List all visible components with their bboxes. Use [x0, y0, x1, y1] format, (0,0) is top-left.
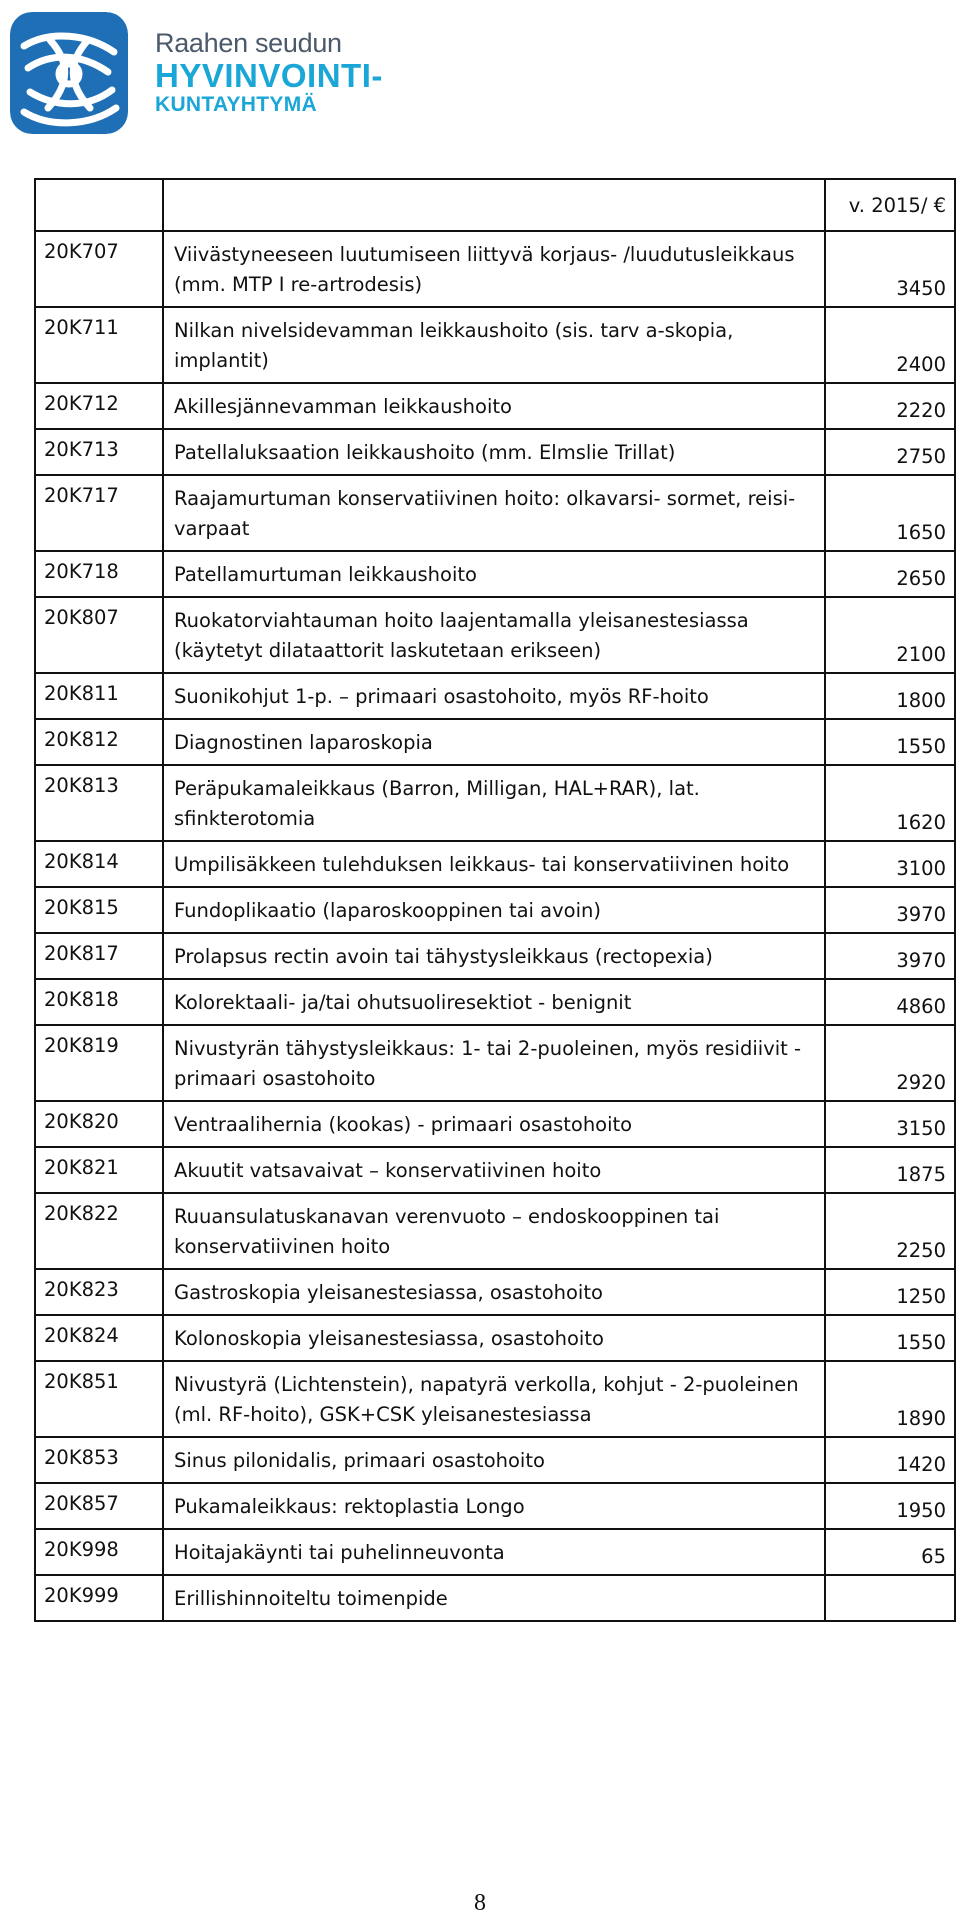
- procedure-price: 1950: [825, 1483, 955, 1529]
- procedure-code: 20K814: [35, 841, 163, 887]
- procedure-description-text: Sinus pilonidalis, primaari osastohoito: [174, 1449, 545, 1472]
- procedure-description-text: Patellaluksaation leikkaushoito (mm. Elmslie Trillat): [174, 441, 676, 464]
- procedure-code: 20K998: [35, 1529, 163, 1575]
- table-row: [35, 1483, 955, 1529]
- procedure-description-text: Prolapsus rectin avoin tai tähystysleikkaus (rectopexia): [174, 945, 713, 968]
- procedure-code: 20K812: [35, 719, 163, 765]
- procedure-description: [163, 551, 825, 597]
- procedure-price: 65: [825, 1529, 955, 1575]
- price-table-body: [35, 179, 955, 1621]
- procedure-description-text: Viivästyneeseen luutumiseen liittyvä korjaus- /luudutusleikkaus (mm. MTP I re-artrodesis): [174, 243, 795, 296]
- procedure-description-text: Peräpukamaleikkaus (Barron, Milligan, HAL+RAR), lat. sfinkterotomia: [174, 777, 700, 830]
- procedure-code: 20K824: [35, 1315, 163, 1361]
- procedure-description-text: Kolorektaali- ja/tai ohutsuoliresektiot - benignit: [174, 991, 632, 1014]
- procedure-price: 1875: [825, 1147, 955, 1193]
- procedure-description: [163, 1025, 825, 1101]
- procedure-description-text: Patellamurtuman leikkaushoito: [174, 563, 477, 586]
- procedure-code: 20K711: [35, 307, 163, 383]
- procedure-description-text: Kolonoskopia yleisanestesiassa, osastohoito: [174, 1327, 604, 1350]
- table-row: [35, 1147, 955, 1193]
- table-row: [35, 383, 955, 429]
- procedure-price: 2400: [825, 307, 955, 383]
- procedure-description: [163, 307, 825, 383]
- procedure-description-text: Nivustyrän tähystysleikkaus: 1- tai 2-puoleinen, myös residiivit - primaari osastohoito: [174, 1037, 802, 1090]
- procedure-price: 2100: [825, 597, 955, 673]
- page-number: 8: [474, 1890, 486, 1916]
- logo-organization-name: HYVINVOINTI-: [155, 57, 383, 94]
- procedure-description: [163, 841, 825, 887]
- procedure-description: [163, 673, 825, 719]
- procedure-description-text: Nivustyrä (Lichtenstein), napatyrä verkolla, kohjut - 2-puoleinen (ml. RF-hoito), GSK+CSK yleisanestesiassa: [174, 1373, 799, 1426]
- procedure-price: 2920: [825, 1025, 955, 1101]
- procedure-description: [163, 429, 825, 475]
- table-row: [35, 1101, 955, 1147]
- procedure-description-text: Umpilisäkkeen tulehduksen leikkaus- tai konservatiivinen hoito: [174, 853, 790, 876]
- procedure-price: 1550: [825, 719, 955, 765]
- procedure-price: 2250: [825, 1193, 955, 1269]
- procedure-price: 3100: [825, 841, 955, 887]
- procedure-description: [163, 1315, 825, 1361]
- procedure-description: [163, 231, 825, 307]
- table-row: [35, 475, 955, 551]
- procedure-description: [163, 979, 825, 1025]
- procedure-price: 1650: [825, 475, 955, 551]
- procedure-price: 3150: [825, 1101, 955, 1147]
- table-row: [35, 719, 955, 765]
- procedure-code: 20K999: [35, 1575, 163, 1621]
- table-row: [35, 841, 955, 887]
- procedure-description: [163, 1483, 825, 1529]
- table-row: [35, 429, 955, 475]
- year-price-header: v. 2015/ €: [825, 179, 955, 231]
- table-row: [35, 231, 955, 307]
- procedure-description-text: Fundoplikaatio (laparoskooppinen tai avoin): [174, 899, 601, 922]
- procedure-description: [163, 1269, 825, 1315]
- table-row: [35, 1437, 955, 1483]
- logo-region-name: Raahen seudun: [155, 28, 342, 58]
- procedure-price-table: [34, 178, 956, 1622]
- procedure-description-text: Suonikohjut 1-p. – primaari osastohoito, myös RF-hoito: [174, 685, 709, 708]
- table-row: [35, 597, 955, 673]
- procedure-code: 20K853: [35, 1437, 163, 1483]
- procedure-description: [163, 1101, 825, 1147]
- procedure-code: 20K851: [35, 1361, 163, 1437]
- procedure-description: [163, 1575, 825, 1621]
- procedure-description-text: Nilkan nivelsidevamman leikkaushoito (sis. tarv a-skopia, implantit): [174, 319, 734, 372]
- table-row: [35, 933, 955, 979]
- knot-logo-icon: [10, 12, 128, 134]
- procedure-code: 20K819: [35, 1025, 163, 1101]
- procedure-price: 1620: [825, 765, 955, 841]
- knot-logo-graphic: [10, 12, 128, 134]
- procedure-price: 2220: [825, 383, 955, 429]
- procedure-code: 20K817: [35, 933, 163, 979]
- procedure-code: 20K807: [35, 597, 163, 673]
- header-code-cell: [35, 179, 163, 231]
- procedure-description-text: Ventraalihernia (kookas) - primaari osastohoito: [174, 1113, 633, 1136]
- procedure-code: 20K717: [35, 475, 163, 551]
- procedure-description-text: Diagnostinen laparoskopia: [174, 731, 433, 754]
- procedure-description: [163, 887, 825, 933]
- procedure-price: 2650: [825, 551, 955, 597]
- table-row: [35, 1193, 955, 1269]
- procedure-price: 1890: [825, 1361, 955, 1437]
- table-row: [35, 1361, 955, 1437]
- procedure-description-text: Pukamaleikkaus: rektoplastia Longo: [174, 1495, 525, 1518]
- procedure-price: 1420: [825, 1437, 955, 1483]
- procedure-price: 2750: [825, 429, 955, 475]
- organization-logo: [10, 12, 430, 134]
- procedure-description-text: Hoitajakäynti tai puhelinneuvonta: [174, 1541, 505, 1564]
- table-row: [35, 1529, 955, 1575]
- procedure-description: [163, 1193, 825, 1269]
- procedure-price: 1550: [825, 1315, 955, 1361]
- procedure-price: 3970: [825, 887, 955, 933]
- procedure-code: 20K823: [35, 1269, 163, 1315]
- procedure-price: 3970: [825, 933, 955, 979]
- procedure-description: [163, 1147, 825, 1193]
- logo-text-block: [155, 28, 383, 117]
- logo-organization-type: KUNTAYHTYMÄ: [155, 93, 317, 116]
- price-table-header-row: [35, 179, 955, 231]
- procedure-code: 20K822: [35, 1193, 163, 1269]
- table-row: [35, 887, 955, 933]
- table-row: [35, 1025, 955, 1101]
- procedure-code: 20K712: [35, 383, 163, 429]
- procedure-code: 20K815: [35, 887, 163, 933]
- procedure-description-text: Erillishinnoiteltu toimenpide: [174, 1587, 448, 1610]
- procedure-code: 20K818: [35, 979, 163, 1025]
- procedure-code: 20K811: [35, 673, 163, 719]
- table-row: [35, 1315, 955, 1361]
- table-row: [35, 551, 955, 597]
- procedure-code: 20K718: [35, 551, 163, 597]
- procedure-description-text: Ruokatorviahtauman hoito laajentamalla yleisanestesiassa (käytetyt dilataattorit laskutetaan erikseen): [174, 609, 749, 662]
- procedure-code: 20K821: [35, 1147, 163, 1193]
- procedure-description: [163, 597, 825, 673]
- table-row: [35, 673, 955, 719]
- procedure-code: 20K707: [35, 231, 163, 307]
- procedure-description-text: Gastroskopia yleisanestesiassa, osastohoito: [174, 1281, 603, 1304]
- procedure-code: 20K857: [35, 1483, 163, 1529]
- table-row: [35, 765, 955, 841]
- procedure-price: 1250: [825, 1269, 955, 1315]
- table-row: [35, 307, 955, 383]
- procedure-description: [163, 1361, 825, 1437]
- procedure-description: [163, 1529, 825, 1575]
- procedure-description: [163, 1437, 825, 1483]
- table-row: [35, 1269, 955, 1315]
- procedure-price: [825, 1575, 955, 1621]
- procedure-description-text: Raajamurtuman konservatiivinen hoito: olkavarsi- sormet, reisi-varpaat: [174, 487, 796, 540]
- procedure-code: 20K813: [35, 765, 163, 841]
- procedure-description-text: Akuutit vatsavaivat – konservatiivinen hoito: [174, 1159, 602, 1182]
- procedure-code: 20K820: [35, 1101, 163, 1147]
- procedure-description: [163, 933, 825, 979]
- procedure-description: [163, 765, 825, 841]
- table-row: [35, 1575, 955, 1621]
- header-description-cell: [163, 179, 825, 231]
- procedure-description-text: Akillesjännevamman leikkaushoito: [174, 395, 512, 418]
- procedure-code: 20K713: [35, 429, 163, 475]
- procedure-description: [163, 719, 825, 765]
- procedure-price: 3450: [825, 231, 955, 307]
- procedure-description: [163, 475, 825, 551]
- procedure-price: 4860: [825, 979, 955, 1025]
- procedure-price: 1800: [825, 673, 955, 719]
- procedure-description-text: Ruuansulatuskanavan verenvuoto – endoskooppinen tai konservatiivinen hoito: [174, 1205, 720, 1258]
- table-row: [35, 979, 955, 1025]
- procedure-description: [163, 383, 825, 429]
